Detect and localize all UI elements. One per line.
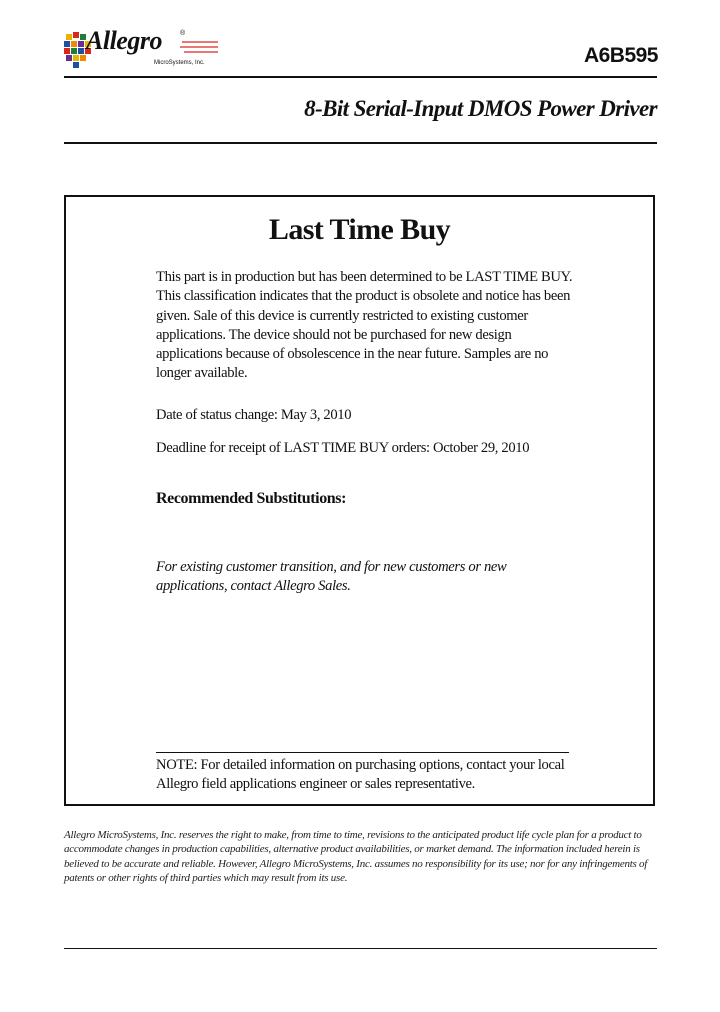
header-divider — [64, 76, 657, 78]
logo-stripes-icon — [180, 40, 220, 60]
subtitle-divider — [64, 142, 657, 144]
logo-registered-mark: ® — [180, 30, 186, 37]
logo-subtitle: MicroSystems, Inc. — [154, 60, 205, 66]
last-time-buy-notice — [64, 195, 655, 806]
order-deadline: Deadline for receipt of LAST TIME BUY orders: October 29, 2010 — [156, 440, 530, 456]
logo-wordmark: Allegro — [86, 26, 162, 55]
document-subtitle: 8-Bit Serial-Input DMOS Power Driver — [304, 96, 657, 121]
allegro-logo — [62, 28, 222, 74]
footer-divider — [64, 948, 657, 949]
notice-title: Last Time Buy — [268, 213, 451, 246]
purchasing-note: NOTE: For detailed information on purchasing options, contact your local Allegro field applications engineer or sales representative. — [156, 757, 565, 793]
notice-body: This part is in production but has been determined to be LAST TIME BUY. This classification indicates that the product is obsolete and notice has been given. Sale of this device is currently restricted to existing customer applications. The device should not be purchased for new design applications because of obsolescence in the near future. Samples are no longer available. — [156, 269, 573, 382]
status-change-date: Date of status change: May 3, 2010 — [156, 407, 352, 423]
substitutions-text: For existing customer transition, and for new customers or new applications, contact Allegro Sales. — [156, 559, 507, 595]
part-number: A6B595 — [583, 44, 658, 67]
substitutions-heading: Recommended Substitutions: — [156, 490, 347, 507]
note-divider — [156, 752, 569, 753]
legal-disclaimer: Allegro MicroSystems, Inc. reserves the right to make, from time to time, revisions to the anticipated product life cycle plan for a product to accommodate changes in production capabilities, alternative product availabilities, or market demand. The information included herein is believed to be accurate and reliable. However, Allegro MicroSystems, Inc. assumes no responsibility for its use; nor for any infringements of patents or other rights of third parties which may result from its use. — [64, 829, 648, 885]
